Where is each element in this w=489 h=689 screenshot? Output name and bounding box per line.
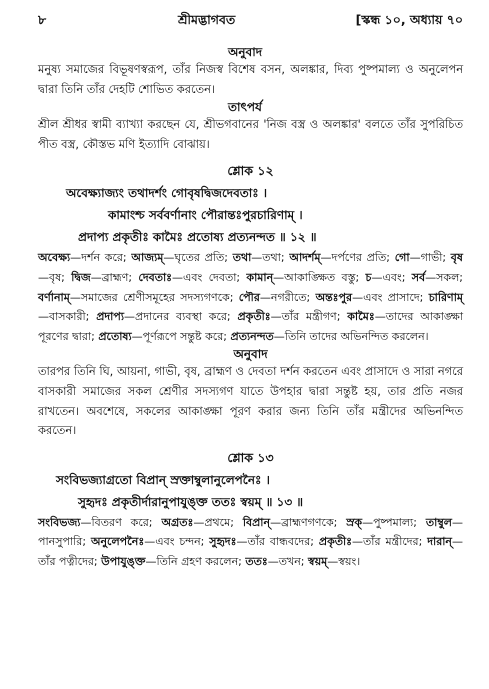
verse-12-title: শ্লোক ১২ [227, 163, 274, 179]
synonym-meaning: বাসকারী; [49, 310, 97, 324]
synonym-word: আদর্শম্ [289, 251, 321, 265]
synonym-meaning: তাদের আকাঙ্ক্ষা পূরণের দ্বারা; [38, 310, 464, 343]
synonym-word: প্রকৃতীঃ [318, 535, 353, 549]
verse-13-line-2: সুহৃদঃ প্রকৃতীর্দারানুপাযুঙ্ক্ত ততঃ স্বয়ম্ ॥ ১৩ ॥ [78, 494, 304, 509]
page-header [38, 12, 463, 30]
synonym-word: পৌর [238, 290, 260, 304]
verse-13-line-1: সংবিভজ্যাগ্রতো বিপ্রান্ স্রক্তাম্বুলানুলেপনৈঃ । [56, 472, 270, 487]
synonym-word: সংবিভজ্য [38, 515, 81, 529]
page-content [38, 44, 463, 572]
synonym-word: কামান্ [246, 270, 274, 284]
synonym-word: সর্ব [411, 270, 426, 284]
synonym-word: কামৈঃ [347, 310, 375, 324]
synonym-word: বর্ণানাম্ [38, 290, 70, 304]
synonym-meaning: সমাজের শ্রেণীসমূহের সদস্যগণকে; [80, 290, 239, 304]
verse-12-line-2: কামাংশ্চ সর্ববর্ণানাং পৌরান্তঃপুরচারিণাম্ । [108, 208, 303, 223]
synonym-meaning: এবং চন্দন; [155, 535, 210, 549]
synonym-word: ততঃ [245, 554, 268, 568]
synonym-word: স্বয়ম্ [308, 554, 328, 568]
book-title: শ্রীমদ্ভাগবত [178, 12, 236, 27]
synonym-word: বৃষ [450, 251, 463, 265]
synonym-meaning: গাভী; [420, 251, 451, 265]
synonym-meaning: দর্পণের প্রতি; [331, 251, 395, 265]
synonym-meaning: প্রদানের ব্যবস্থা করে; [135, 310, 238, 324]
verse-12-synonyms: অবেক্ষ্য—দর্শন করে; আজ্যম্—ঘৃতের প্রতি; তথা—তথা; আদর্শম্—দর্পণের প্রতি; গো—গাভী; বৃষ—বৃষ; দ্বিজ—ব্রাহ্মণ; দেবতাঃ—এবং দেবতা; কামান্—আকাঙ্ক্ষিত বস্তু; চ—এবং; সর্ব—সকল; বর্ণানাম্—সমাজের শ্রেণীসমূহের সদস্যগণকে; পৌর—নগরীতে; অন্তঃপুর—এবং প্রাসাদে; চারিণাম্—বাসকারী; প্রদাপ্য—প্রদানের ব্যবস্থা করে; প্রকৃতীঃ—তাঁর মন্ত্রীগণ; কামৈঃ—তাদের আকাঙ্ক্ষা পূরণের দ্বারা; প্রতোষ্য—পূর্ণরূপে সন্তুষ্ট করে; প্রত্যনন্দত—তিনি তাদের অভিনন্দিত করলেন। [38, 251, 464, 343]
synonym-meaning: আকাঙ্ক্ষিত বস্তু; [284, 270, 366, 284]
synonym-meaning: এবং; [382, 270, 412, 284]
verse-12-line-3: প্রদাপ্য প্রকৃতীঃ কামৈঃ প্রতোষ্য প্রত্যনন্দত ॥ ১২ ॥ [78, 230, 317, 245]
synonym-meaning: এবং প্রাসাদে; [363, 290, 429, 304]
synonym-word: দারান্ [427, 535, 452, 549]
synonym-meaning: তাঁর মন্ত্রীগণ; [281, 310, 348, 324]
synonym-meaning: নগরীতে; [270, 290, 316, 304]
synonym-word: দেবতাঃ [138, 270, 173, 284]
synonym-word: আজ্যম্ [131, 251, 164, 265]
synonym-word: গো [394, 251, 410, 265]
synonym-meaning: বিতরণ করে; [91, 515, 162, 529]
verse-13-title: শ্লোক ১৩ [227, 449, 274, 465]
section-reference: [স্কন্ধ ১০, অধ্যায় ৭০ [355, 12, 463, 27]
synonym-word: সুহৃদঃ [209, 535, 237, 549]
synonym-meaning: তিনি গ্রহণ করলেন; [156, 554, 246, 568]
purport-heading: তাৎপর্য [228, 100, 262, 115]
synonym-word: প্রত্যনন্দত [230, 329, 274, 343]
synonym-meaning: তাঁর মন্ত্রীদের; [363, 535, 428, 549]
synonym-word: অগ্রতঃ [161, 515, 194, 529]
synonym-meaning: বৃষ; [49, 270, 72, 284]
synonym-word: প্রতোষ্য [98, 329, 132, 343]
synonym-meaning: ব্রাহ্মণগণকে; [281, 515, 347, 529]
translation-2-text: তারপর তিনি ঘি, আয়না, গাভী, বৃষ, ব্রাহ্মণ ও দেবতা দর্শন করতেন এবং প্রাসাদে ও সারা নগরে বাসকারী সমাজের সকল শ্রেণীর সদস্যগণ যাতে উপহার দ্বারা সন্তুষ্ট হয়, তার প্রতি নজর রাখতেন। অবশেষে, সকলের আকাঙ্ক্ষা পূরণ করার জন্য তিনি তাঁর মন্ত্রীদের অভিনন্দিত করতেন। [38, 364, 463, 438]
synonym-word: চারিণাম্ [428, 290, 463, 304]
synonym-word: তথা [232, 251, 252, 265]
synonym-meaning: তথা; [262, 251, 290, 265]
synonym-meaning: পানসুপারি; [38, 535, 91, 549]
purport-text: শ্রীল শ্রীধর স্বামী ব্যাখ্যা করছেন যে, শ্রীভগবানের 'নিজ বস্ত্র ও অলঙ্কার' বলতে তাঁর সুপরিচিত পীত বস্ত্র, কৌস্তভ মণি ইত্যাদি বোঝায়। [38, 117, 463, 151]
synonym-meaning: সকল; [436, 270, 463, 284]
synonym-word: চ [365, 270, 372, 284]
synonym-meaning: দর্শন করে; [81, 251, 132, 265]
verse-12-line-1: অবেক্ষ্যাজ্যং তথাদর্শং গোবৃষদ্বিজদেবতাঃ । [66, 186, 268, 201]
synonym-meaning: ঘৃতের প্রতি; [174, 251, 233, 265]
synonym-meaning: তাঁর পত্নীদের; [38, 554, 102, 568]
synonym-meaning: প্রথমে; [204, 515, 243, 529]
synonym-word: তাম্বুল [425, 515, 452, 529]
synonym-meaning: স্বয়ং। [338, 554, 361, 568]
synonym-meaning: তাঁর বান্ধবদের; [247, 535, 319, 549]
verse-13-synonyms: সংবিভজ্য—বিতরণ করে; অগ্রতঃ—প্রথমে; বিপ্রান্—ব্রাহ্মণগণকে; স্রক্—পুষ্পমাল্য; তাম্বুল—পানসুপারি; অনুলেপনৈঃ—এবং চন্দন; সুহৃদঃ—তাঁর বান্ধবদের; প্রকৃতীঃ—তাঁর মন্ত্রীদের; দারান্—তাঁর পত্নীদের; উপাযুঙ্ক্ত—তিনি গ্রহণ করলেন; ততঃ—তখন; স্বয়ম্—স্বয়ং। [38, 515, 463, 568]
page-number: ৮ [38, 12, 47, 27]
synonym-word: অনুলেপনৈঃ [90, 535, 145, 549]
synonym-meaning: পুষ্পমাল্য; [373, 515, 426, 529]
synonym-word: বিপ্রান্ [242, 515, 271, 529]
synonym-meaning: তখন; [278, 554, 308, 568]
synonym-meaning: এবং দেবতা; [183, 270, 247, 284]
synonym-meaning: ব্রাহ্মণ; [101, 270, 139, 284]
synonym-word: দ্বিজ [71, 270, 91, 284]
synonym-word: অবেক্ষ্য [38, 251, 71, 265]
translation-text: মনুষ্য সমাজের বিভূষণস্বরূপ, তাঁর নিজস্ব বিশেষ বসন, অলঙ্কার, দিব্য পুষ্পমাল্য ও অনুলেপন দ্বারা তিনি তাঁর দেহটি শোভিত করতেন। [38, 62, 463, 96]
synonym-meaning: তিনি তাদের অভিনন্দিত করলেন। [284, 329, 429, 343]
synonym-word: স্রক্ [346, 515, 363, 529]
synonym-word: প্রদাপ্য [96, 310, 125, 324]
synonym-word: অন্তঃপুর [315, 290, 353, 304]
translation-2-heading: অনুবাদ [233, 347, 268, 362]
translation-heading: অনুবাদ [228, 45, 263, 59]
synonym-word: প্রকৃতীঃ [237, 310, 271, 324]
synonym-meaning: পূর্ণরূপে সন্তুষ্ট করে; [142, 329, 231, 343]
synonym-word: উপাযুঙ্ক্ত [101, 554, 146, 568]
